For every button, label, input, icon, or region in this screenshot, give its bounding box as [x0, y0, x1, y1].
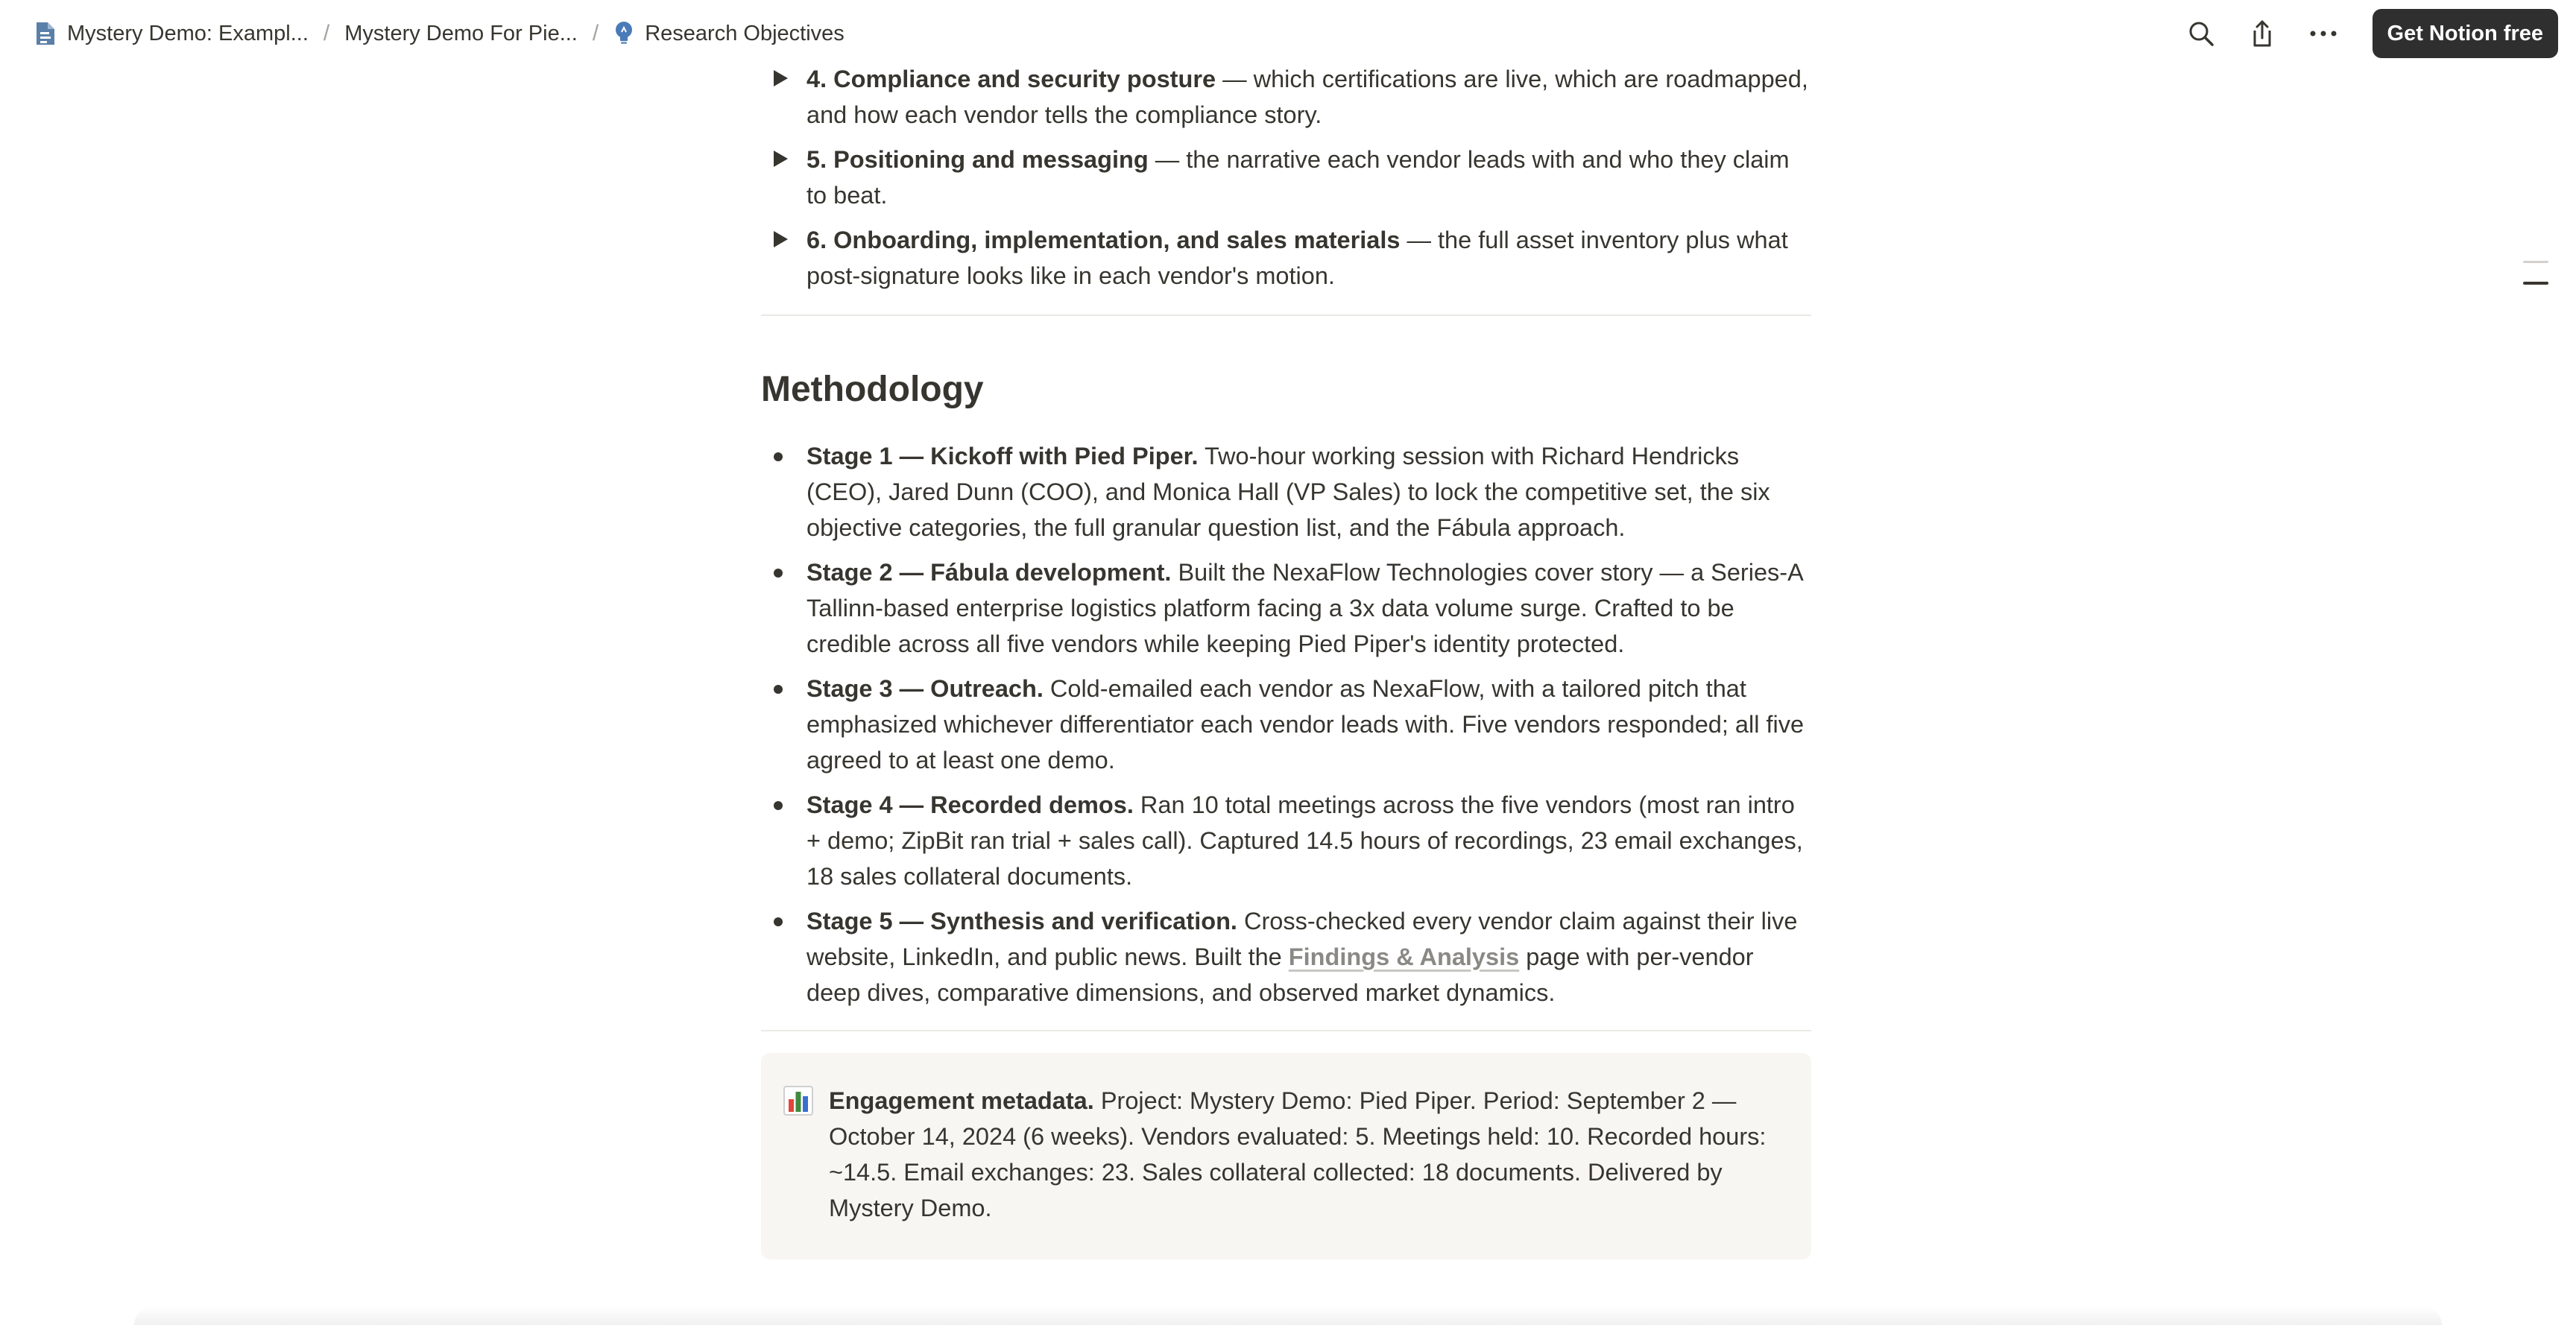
document-icon	[34, 21, 57, 46]
objective-title: 6. Onboarding, implementation, and sales materials	[806, 227, 1401, 253]
toggle-item-objective-6[interactable]	[761, 222, 1811, 294]
stage-text: Two-hour working session with Richard Hendricks (CEO), Jared Dunn (COO), and Monica Hall (VP Sales) to lock the competitive set, the six objective categories, the full granular question list, and the Fábula approach.	[806, 443, 1770, 541]
breadcrumb	[28, 0, 850, 67]
divider	[761, 314, 1811, 316]
stage-title: Stage 5 — Synthesis and verification.	[806, 908, 1237, 935]
toc-marker-active[interactable]	[2523, 282, 2548, 285]
lightbulb-icon	[613, 20, 634, 47]
top-bar	[0, 0, 2576, 67]
stage-list-item	[761, 554, 1811, 662]
bottom-shadow	[134, 1306, 2442, 1325]
engagement-metadata-callout	[761, 1053, 1811, 1259]
objective-text: — the full asset inventory plus what post-signature looks like in each vendor's motion.	[806, 227, 1788, 289]
breadcrumb-separator: /	[323, 21, 330, 45]
share-icon	[2249, 19, 2276, 48]
get-notion-free-button[interactable]: Get Notion free	[2373, 9, 2558, 58]
toggle-arrow-icon[interactable]	[774, 151, 788, 167]
findings-analysis-link[interactable]: Findings & Analysis	[1288, 943, 1520, 970]
objective-text: — which certifications are live, which are roadmapped, and how each vendor tells the compliance story.	[806, 66, 1808, 128]
stage-text: Cross-checked every vendor claim against their live website, LinkedIn, and public news. Built the	[806, 908, 1798, 970]
objective-text: — the narrative each vendor leads with and who they claim to beat.	[806, 146, 1790, 209]
stage-text: Built the NexaFlow Technologies cover story — a Series-A Tallinn-based enterprise logistics platform facing a 3x data volume surge. Crafted to be credible across all five vendors while keeping Pied Piper's identity protected.	[806, 559, 1803, 657]
objective-title: 4. Compliance and security posture	[806, 66, 1216, 92]
stage-text: Cold-emailed each vendor as NexaFlow, with a tailored pitch that emphasized whichever differentiator each vendor leads with. Five vendors responded; all five agreed to at least one demo.	[806, 675, 1805, 774]
stage-title: Stage 2 — Fábula development.	[806, 559, 1172, 586]
more-options-button[interactable]	[2305, 16, 2341, 51]
methodology-heading: Methodology	[761, 370, 984, 409]
stage-text: Ran 10 total meetings across the five vendors (most ran intro + demo; ZipBit ran trial + sales call). Captured 14.5 hours of recordings, 23 email exchanges, 18 sales collateral documents.	[806, 791, 1803, 890]
toggle-arrow-icon[interactable]	[774, 70, 788, 86]
top-actions	[2183, 0, 2558, 67]
toc-marker[interactable]	[2523, 261, 2548, 263]
divider	[761, 1030, 1811, 1031]
share-button[interactable]	[2244, 16, 2280, 51]
stage-title: Stage 3 — Outreach.	[806, 675, 1044, 702]
stage-list-item	[761, 671, 1811, 778]
breadcrumb-label: Mystery Demo: Exampl...	[67, 21, 309, 45]
breadcrumb-item-example[interactable]	[28, 16, 315, 51]
breadcrumb-item-research-objectives[interactable]	[607, 16, 850, 51]
more-icon	[2310, 30, 2337, 37]
breadcrumb-separator: /	[592, 21, 599, 45]
bar-chart-icon	[783, 1086, 813, 1116]
search-button[interactable]	[2183, 16, 2219, 51]
breadcrumb-item-mystery-demo[interactable]	[338, 17, 584, 51]
stage-title: Stage 4 — Recorded demos.	[806, 791, 1134, 818]
search-icon	[2187, 19, 2215, 48]
objective-title: 5. Positioning and messaging	[806, 146, 1149, 173]
stage-text: page with per-vendor deep dives, comparative dimensions, and observed market dynamics.	[806, 943, 1754, 1006]
callout-text: Project: Mystery Demo: Pied Piper. Period: September 2 — October 14, 2024 (6 weeks). Vendors evaluated: 5. Meetings held: 10. Recorded hours: ~14.5. Email exchanges: 23. Sales collateral collected: 18 documents. Delivered by Mystery Demo.	[829, 1087, 1767, 1221]
stage-list-item	[761, 787, 1811, 894]
stage-list-item	[761, 438, 1811, 546]
toggle-arrow-icon[interactable]	[774, 231, 788, 247]
toggle-item-objective-4[interactable]	[761, 61, 1811, 133]
breadcrumb-label: Research Objectives	[645, 21, 845, 45]
callout-title: Engagement metadata.	[829, 1087, 1094, 1114]
stage-title: Stage 1 — Kickoff with Pied Piper.	[806, 443, 1199, 469]
toggle-item-objective-5[interactable]	[761, 142, 1811, 213]
stage-list-item	[761, 903, 1811, 1011]
breadcrumb-label: Mystery Demo For Pie...	[344, 21, 578, 45]
